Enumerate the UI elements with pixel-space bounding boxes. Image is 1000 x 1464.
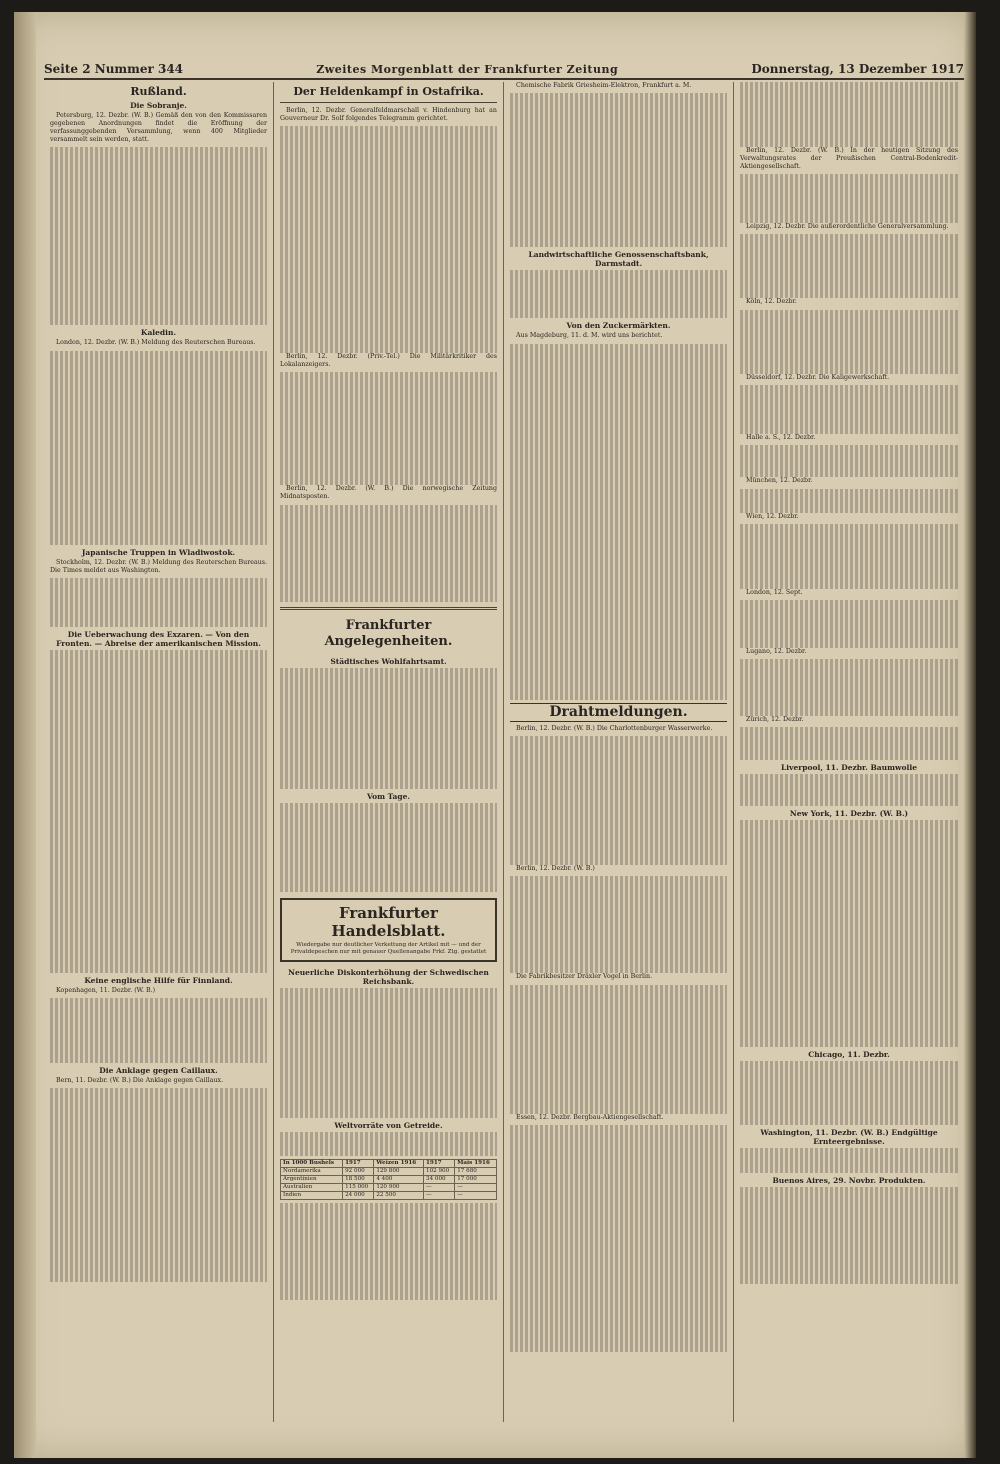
table-cell: 120 900 (374, 1183, 424, 1191)
table-cell: 24 000 (343, 1191, 374, 1199)
masthead-left: Seite 2 Nummer 344 (44, 62, 184, 76)
sub-washington: Washington, 11. Dezbr. (W. B.) Endgültige Ernteergebnisse. (760, 1128, 938, 1147)
column-3 (504, 82, 734, 1422)
paragraph: Kopenhagen, 11. Dezbr. (W. B.) (56, 987, 156, 995)
table-cell: 18 500 (343, 1175, 374, 1183)
paragraph: Petersburg, 12. Dezbr. (W. B.) Gemäß den von den Kommissaren gegebenen Anordnungen findet die Eröffnung der verfassunggebenden Versammlung, wenn 400 Mitglieder versammelt sein werden, statt. (50, 112, 267, 144)
sub-newyork: New York, 11. Dezbr. (W. B.) (789, 808, 909, 818)
sub-weltvorraete: Weltvorräte von Getreide. (334, 1120, 443, 1130)
paragraph: Leipzig, 12. Dezbr. Die außerordentliche Generalversammlung. (746, 222, 949, 230)
sub-chicago: Chicago, 11. Dezbr. (808, 1049, 890, 1059)
table-cell: 22 500 (374, 1191, 424, 1199)
masthead-center: Zweites Morgenblatt der Frankfurter Zeitung (316, 63, 619, 76)
paragraph: Düsseldorf, 12. Dezbr. Die Kaligewerkschaft. (746, 374, 890, 382)
paragraph: Berlin, 12. Dezbr. (W. B.) Die Charlottenburger Wasserwerke. (516, 724, 713, 732)
table-cell: Indien (281, 1191, 343, 1199)
sub-buenos-aires: Buenos Aires, 29. Novbr. Produkten. (772, 1175, 926, 1185)
table-row (281, 1167, 497, 1175)
paragraph: Lugano, 12. Dezbr. (746, 648, 807, 656)
table-cell: — (455, 1191, 497, 1199)
paragraph: Berlin, 12. Dezbr. Generalfeldmarschall v. Hindenburg hat an Gouverneur Dr. Solf folgendes Telegramm gerichtet. (280, 107, 497, 123)
sub-genossenschaftsbank: Landwirtschaftliche Genossenschaftsbank, Darmstadt. (528, 249, 709, 268)
column-2 (274, 82, 504, 1422)
heading-drahtmeldungen: Drahtmeldungen. (510, 703, 727, 722)
table-row (281, 1183, 497, 1191)
table-header-cell: Mais 1916 (455, 1159, 497, 1167)
paragraph: Berlin, 12. Dezbr. (W. B.) Die norwegische Zeitung Midnatsposten. (280, 485, 497, 501)
handelsblatt-note: Wiedergabe nur deutlicher Verkettung der Artikel mit — und der Privatdepeschen nur mit genauer Quellenangabe Frkf. Ztg. gestattet (290, 942, 487, 956)
table-cell: 102 900 (424, 1167, 455, 1175)
columns (44, 82, 964, 1422)
paragraph: Berlin, 12. Dezbr. (W. B.) (516, 865, 595, 873)
paragraph: Halle a. S., 12. Dezbr. (746, 433, 816, 441)
sub-sobranje: Die Sobranje. (130, 101, 187, 110)
sub-exzar: Die Ueberwachung des Exzaren. — Von den Fronten. — Abreise der amerikanischen Mission. (56, 629, 261, 648)
page-edge (964, 12, 976, 1458)
column-4 (734, 82, 964, 1422)
sub-liverpool: Liverpool, 11. Dezbr. Baumwolle (781, 762, 917, 772)
paragraph: London, 12. Sept. (746, 588, 803, 596)
sub-caillaux: Die Anklage gegen Caillaux. (99, 1066, 218, 1076)
paragraph: Köln, 12. Dezbr. (746, 298, 797, 306)
handelsblatt-box (280, 898, 497, 962)
paragraph: Chemische Fabrik Griesheim-Elektron, Frankfurt a. M. (516, 82, 692, 89)
table-cell: 115 000 (343, 1183, 374, 1191)
handelsblatt-title: Frankfurter Handelsblatt. (331, 904, 446, 941)
table-header-cell: In 1000 Bushels (281, 1159, 343, 1167)
table-cell: 34 000 (424, 1175, 455, 1183)
table-header-cell: Weizen 1916 (374, 1159, 424, 1167)
paragraph: München, 12. Dezbr. (746, 477, 813, 485)
table-cell: Argentinien (281, 1175, 343, 1183)
sub-wohlfahrtsamt: Städtisches Wohlfahrtsamt. (330, 656, 447, 666)
masthead (44, 52, 964, 80)
paragraph: Aus Magdeburg, 11. d. M. wird uns berichtet. (516, 332, 663, 340)
sub-japanische-truppen: Japanische Truppen in Wladiwostok. (81, 547, 236, 557)
table-row (281, 1175, 497, 1183)
table-cell: — (424, 1183, 455, 1191)
sub-diskont: Neuerliche Diskonterhöhung der Schwedischen Reichsbank. (288, 968, 489, 987)
heading-heldenkampf: Der Heldenkampf in Ostafrika. (293, 85, 484, 98)
table-header-cell: 1917 (343, 1159, 374, 1167)
paragraph: Die Fabrikbesitzer Dräxler Vogel in Berlin. (516, 973, 653, 981)
paragraph: Berlin, 12. Dezbr. (W. B.) In der heutigen Sitzung des Verwaltungsrates der Preußischen Central-Bodenkredit-Aktiengesellschaft. (740, 146, 958, 170)
table-cell: 4 400 (374, 1175, 424, 1183)
paragraph: Zürich, 12. Dezbr. (746, 716, 804, 724)
table-cell: 129 800 (374, 1167, 424, 1175)
sub-vom-tage: Vom Tage. (366, 792, 411, 802)
table-row (281, 1191, 497, 1199)
table-cell: — (424, 1191, 455, 1199)
column-1 (44, 82, 274, 1422)
table-header-cell: 1917 (424, 1159, 455, 1167)
paragraph: Stockholm, 12. Dezbr. (W. B.) Meldung des Reuterschen Bureaus. Die Times meldet aus Washington. (50, 558, 267, 574)
page-binding (14, 12, 36, 1458)
paragraph: London, 12. Dezbr. (W. B.) Meldung des Reuterschen Bureaus. (56, 339, 256, 347)
table-cell: 92 000 (343, 1167, 374, 1175)
table-cell: 17 000 (455, 1175, 497, 1183)
table-cell: Nordamerika (281, 1167, 343, 1175)
getreide-table (280, 1159, 497, 1200)
table-cell: Australien (281, 1183, 343, 1191)
newspaper-page (14, 12, 976, 1458)
sub-zuckermaerkte: Von den Zuckermärkten. (566, 321, 671, 331)
paragraph: Berlin, 12. Dezbr. (Priv.-Tel.) Die Militärkritiker des Lokalanzeigers. (280, 352, 497, 368)
heading-russland: Rußland. (130, 85, 187, 98)
heading-angelegenheiten: Frankfurter Angelegenheiten. (324, 617, 453, 649)
paragraph: Wien, 12. Dezbr. (746, 512, 799, 520)
table-cell: 17 680 (455, 1167, 497, 1175)
table-cell: — (455, 1183, 497, 1191)
paragraph: Essen, 12. Dezbr. Bergbau-Aktiengesellschaft. (516, 1114, 664, 1122)
masthead-right: Donnerstag, 13 Dezember 1917 (751, 62, 964, 76)
sub-kaledin: Kaledin. (140, 328, 177, 338)
paragraph: Bern, 11. Dezbr. (W. B.) Die Anklage gegen Caillaux. (56, 1077, 224, 1085)
sub-finnland: Keine englische Hilfe für Finnland. (84, 976, 233, 986)
